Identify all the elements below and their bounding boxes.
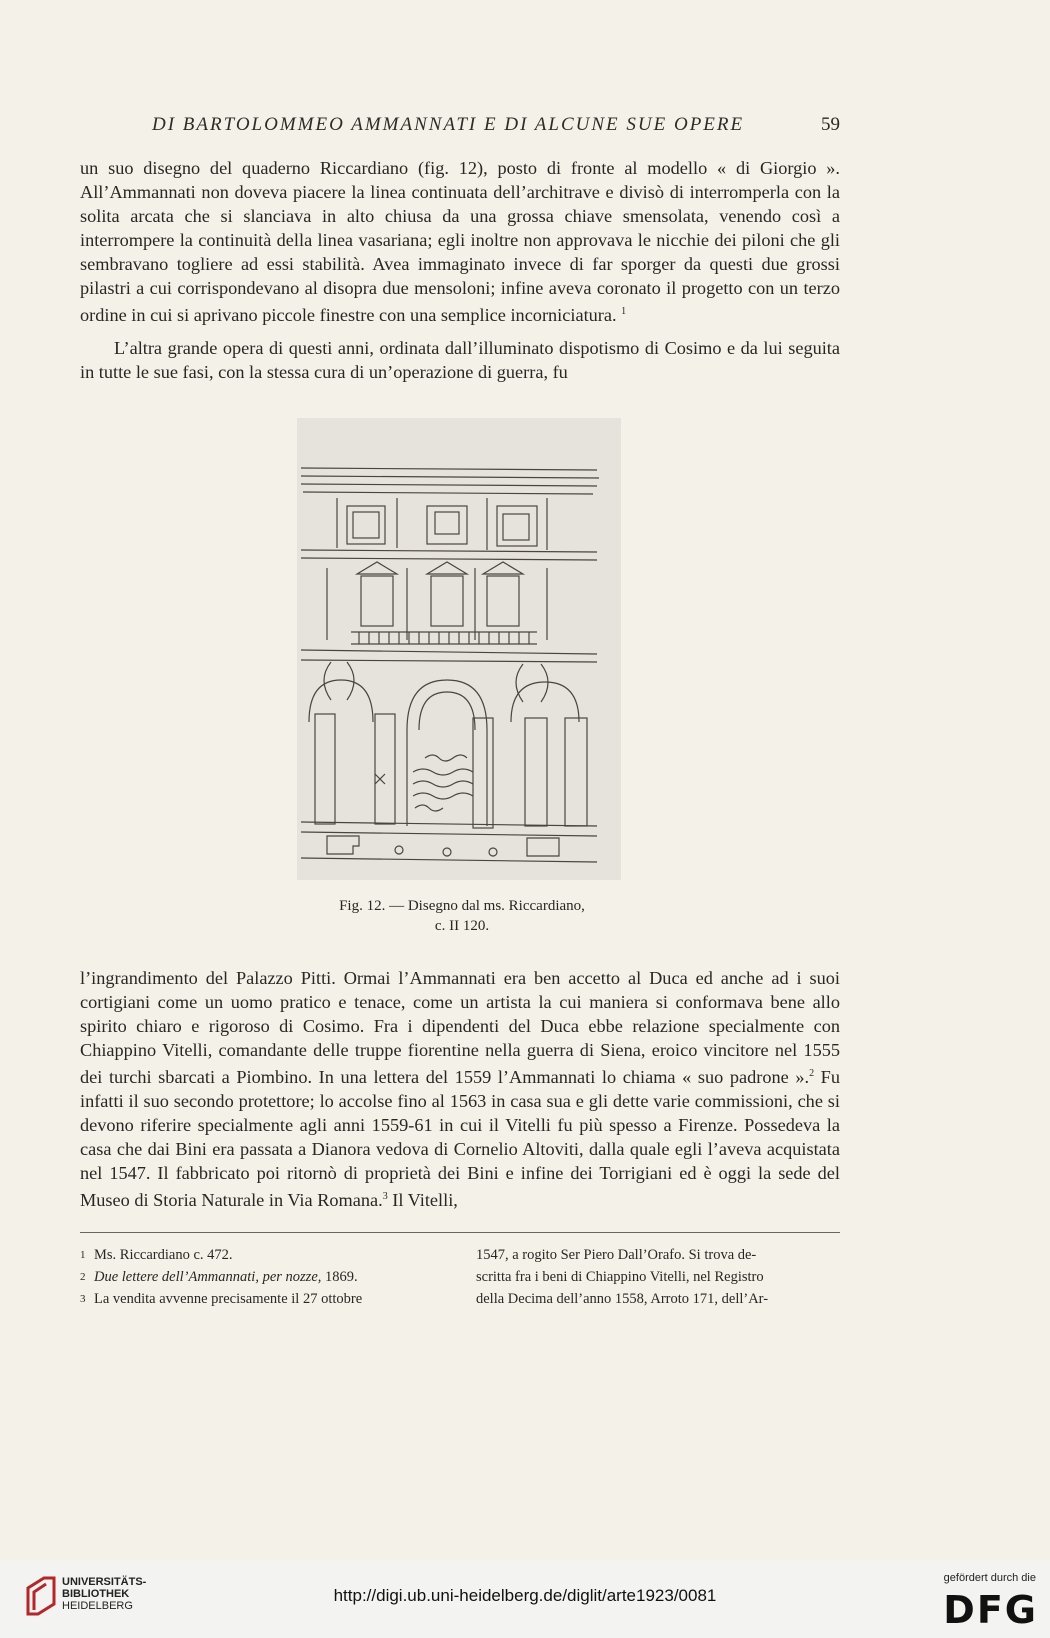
- footnote-1-mark: 1: [80, 1249, 86, 1261]
- library-line-3: HEIDELBERG: [62, 1600, 133, 1612]
- footnote-1-text: Ms. Riccardiano c. 472.: [94, 1247, 233, 1263]
- footnote-ref-2[interactable]: 2: [809, 1068, 815, 1079]
- footnotes-right-column: [476, 1244, 840, 1310]
- viewer-footer: [0, 1560, 1050, 1638]
- figure-drawing: [297, 418, 621, 880]
- page-number: 59: [821, 114, 840, 135]
- sponsor-label: gefördert durch die: [943, 1572, 1036, 1584]
- footnote-2-text: 1869.: [321, 1269, 358, 1285]
- footnote-2-mark: 2: [80, 1271, 86, 1283]
- paragraph-3-text-a: l’ingrandimento del Palazzo Pitti. Ormai l’Ammannati era ben accetto al Duca ed anche ad i suoi cortigiani come un uomo pratico e tenace, come un artista la cui maniera si conformava bene allo spirito chiaro e rigoroso di Cosimo. Fra i dipendenti del Duca ebbe relazione specialmente con Chiappino Vitelli, comandante delle truppe fiorentine nella guerra di Siena, eroico vincitore nel 1555 dei turchi sbarcati a Piombino. In una lettera del 1559 l’Ammannati lo chiama « suo padrone ».: [80, 968, 840, 1088]
- footnote-divider: [80, 1232, 840, 1233]
- library-line-1: UNIVERSITÄTS-: [62, 1576, 147, 1588]
- page-header: [80, 114, 840, 144]
- footnote-3-mark: 3: [80, 1293, 86, 1305]
- footnote-2-italic: Due lettere dell’Ammannati, per nozze,: [94, 1269, 322, 1285]
- footnote-3-continued-3: della Decima dell’anno 1558, Arroto 171, dell’Ar-: [476, 1291, 769, 1307]
- figure-caption: Fig. 12. — Disegno dal ms. Riccardiano,: [339, 898, 585, 914]
- running-title: DI BARTOLOMMEO AMMANNATI E DI ALCUNE SUE OPERE: [152, 114, 745, 135]
- footnote-ref-1[interactable]: 1: [621, 306, 627, 317]
- paragraph-2: L’altra grande opera di questi anni, ordinata dall’illuminato dispotismo di Cosimo e da lui seguita in tutte le sue fasi, con la stessa cura di un’operazione di guerra, fu: [80, 338, 840, 382]
- footnote-ref-3[interactable]: 3: [382, 1191, 388, 1203]
- paragraph-1-text: un suo disegno del quaderno Riccardiano (fig. 12), posto di fronte al modello « di Giorgio ». All’Ammannati non doveva piacere la linea continuata dell’architrave e divisò di interromperla con la solita arcata che si slanciava in alto chiusa da una grossa chiave smensolata, venendo così a interrompere la continuità della linea vasariana; egli inoltre non approvava le nicchie dei piloni che gli sembravano togliere ad essi stabilità. Avea immaginato invece di far sporger da questi due grossi pilastri a cui corrispondevano al disopra due mensoloni; infine aveva coronato il progetto con un terzo ordine in cui si aprivano piccole finestre con una semplice incorniciatura.: [80, 158, 840, 326]
- paragraph-1: [80, 156, 840, 327]
- architectural-sketch: [297, 418, 621, 880]
- library-line-2: BIBLIOTHEK: [62, 1588, 130, 1600]
- footnotes-left-column: [80, 1244, 450, 1310]
- figure-caption-reference: c. II 120.: [434, 918, 490, 934]
- paragraph-3-text-b: Fu infatti il suo secondo protettore; lo accolse fino al 1563 in casa sua e gli dette varie commissioni, che si devono riferire specialmente agli anni 1559-61 in cui il Vitelli fu più spesso a Firenze. Possedeva la casa che dai Bini era passata a Dianora vedova di Cornelio Altoviti, dalla quale egli l’aveva acquistata nel 1547. Il fabbricato poi ritornò di proprietà dei Bini e infine dei Torrigiani ed è oggi la sede del Museo di Storia Naturale in Via Romana.: [80, 1067, 840, 1211]
- footnote-3-text: La vendita avvenne precisamente il 27 ottobre: [94, 1291, 363, 1307]
- footnote-1: [80, 1244, 450, 1266]
- footnote-3: [80, 1288, 450, 1310]
- footnote-2: [80, 1266, 450, 1288]
- footnote-3-continued-2: scritta fra i beni di Chiappino Vitelli, nel Registro: [476, 1269, 764, 1285]
- paragraph-3: [80, 966, 840, 1212]
- permalink-url[interactable]: http://digi.ub.uni-heidelberg.de/diglit/arte1923/0081: [333, 1586, 717, 1605]
- dfg-logo[interactable]: DFG: [943, 1588, 1038, 1632]
- paragraph-3-text-c: Il Vitelli,: [387, 1190, 458, 1211]
- footnote-3-continued-1: 1547, a rogito Ser Piero Dall’Orafo. Si trova de-: [476, 1247, 757, 1263]
